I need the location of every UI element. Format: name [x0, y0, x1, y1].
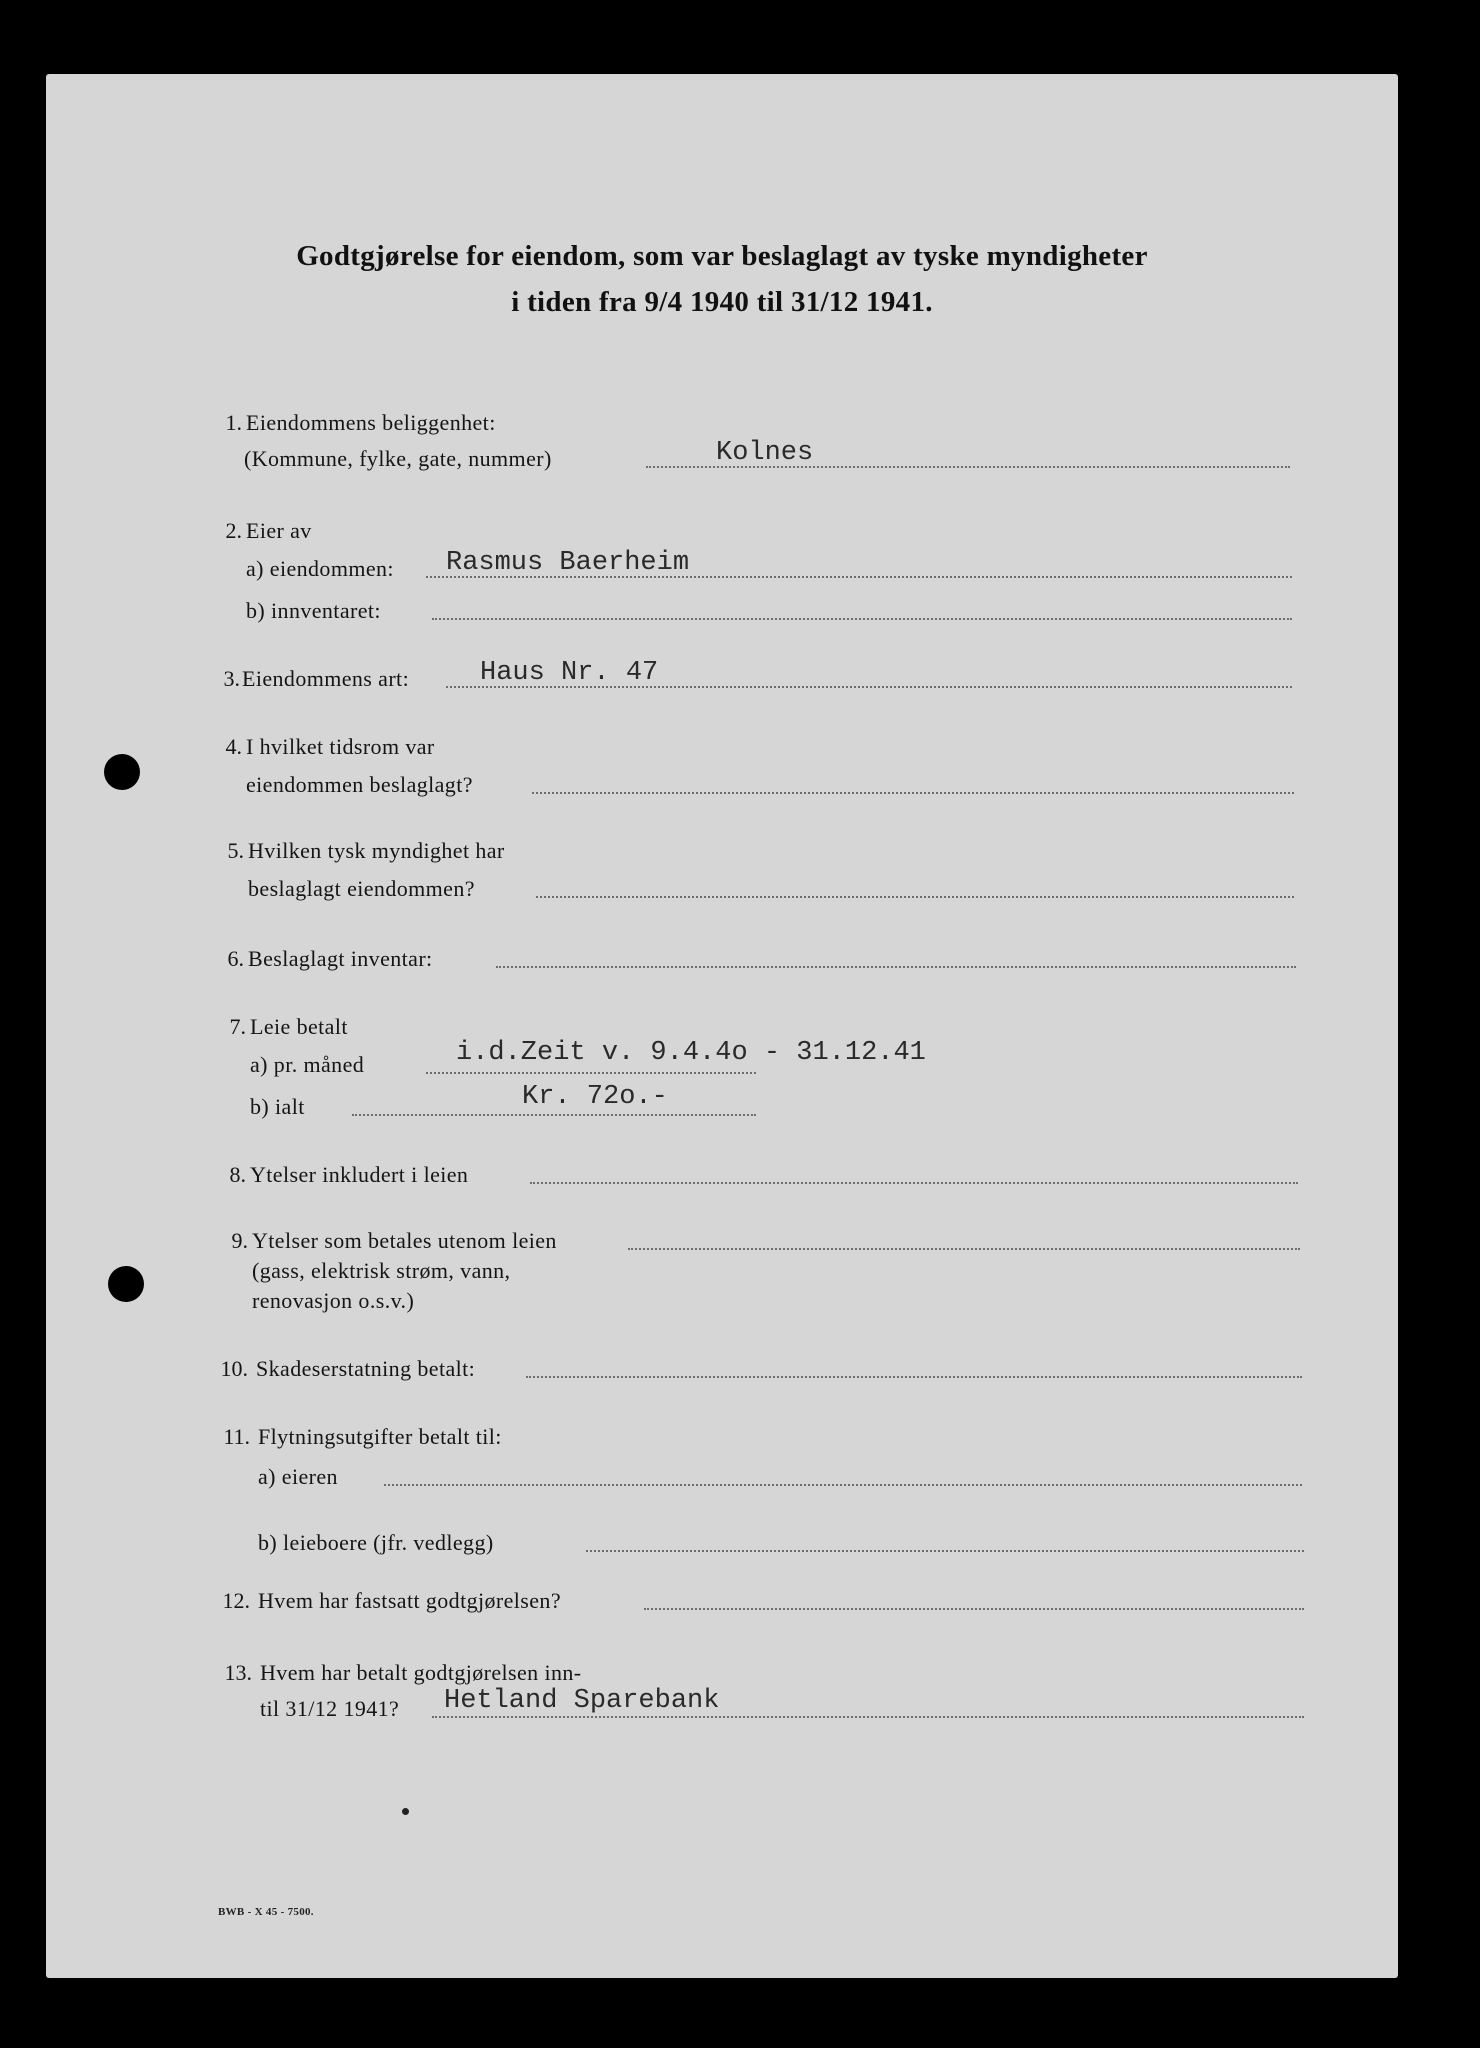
q9-label: Ytelser som betales utenom leien: [252, 1228, 557, 1253]
q13-number: 13.: [224, 1660, 252, 1685]
q7a-answer: i.d.Zeit v. 9.4.4o - 31.12.41: [456, 1038, 926, 1068]
q5-label-2: beslaglagt eiendommen?: [248, 876, 475, 901]
form-sheet: [46, 74, 1398, 1978]
q9-label-3: renovasjon o.s.v.): [252, 1288, 415, 1313]
q4-number: 4.: [225, 734, 242, 759]
q4-label: I hvilket tidsrom var: [246, 734, 435, 759]
q11b-answer-line: [586, 1550, 1304, 1552]
q13-label: Hvem har betalt godtgjørelsen inn-: [260, 1660, 582, 1685]
q1-label: Eiendommens beliggenhet:: [246, 410, 496, 435]
punch-hole-lower: [108, 1266, 144, 1302]
q10-number: 10.: [220, 1356, 248, 1381]
q13-answer: Hetland Sparebank: [444, 1686, 720, 1716]
q3-label: Eiendommens art:: [242, 666, 410, 691]
q6-number: 6.: [227, 946, 244, 971]
q1-number: 1.: [225, 410, 242, 435]
q3-answer: Haus Nr. 47: [480, 658, 659, 688]
q8-answer-line: [530, 1182, 1298, 1184]
q7a-answer-line: [426, 1072, 756, 1074]
q2b-label: b) innventaret:: [246, 598, 381, 623]
q11-number: 11.: [223, 1424, 250, 1449]
form-footer-code: BWB - X 45 - 7500.: [218, 1906, 314, 1918]
q13-answer-line: [432, 1716, 1304, 1718]
q11b-label: b) leieboere (jfr. vedlegg): [258, 1530, 494, 1555]
q13-label-2: til 31/12 1941?: [260, 1696, 400, 1721]
q10-label: Skadeserstatning betalt:: [256, 1356, 476, 1381]
q1-sublabel: (Kommune, fylke, gate, nummer): [244, 446, 552, 471]
q7-label: Leie betalt: [250, 1014, 348, 1039]
q10-answer-line: [526, 1376, 1302, 1378]
q2a-label: a) eiendommen:: [246, 556, 394, 581]
q7-number: 7.: [229, 1014, 246, 1039]
q12-answer-line: [644, 1608, 1304, 1610]
q8-label: Ytelser inkludert i leien: [250, 1162, 469, 1187]
q9-number: 9.: [231, 1228, 248, 1253]
q6-label: Beslaglagt inventar:: [248, 946, 433, 971]
q11a-answer-line: [384, 1484, 1302, 1486]
q12-number: 12.: [222, 1588, 250, 1613]
q5-answer-line: [536, 896, 1294, 898]
q9-label-2: (gass, elektrisk strøm, vann,: [252, 1258, 511, 1283]
q1-answer: Kolnes: [716, 438, 814, 468]
q7b-answer-line: [352, 1114, 756, 1116]
q6-answer-line: [496, 966, 1296, 968]
q7a-label: a) pr. måned: [250, 1052, 365, 1077]
form-title-line-1: Godtgjørelse for eiendom, som var beslaglagt av tyske myndigheter: [296, 240, 1148, 272]
q5-number: 5.: [227, 838, 244, 863]
q9-answer-line: [628, 1248, 1300, 1250]
q12-label: Hvem har fastsatt godtgjørelsen?: [258, 1588, 561, 1613]
q5-label: Hvilken tysk myndighet har: [248, 838, 505, 863]
ink-speck: [402, 1808, 409, 1815]
q7b-answer: Kr. 72o.-: [522, 1082, 668, 1112]
q4-answer-line: [532, 792, 1294, 794]
q11-label: Flytningsutgifter betalt til:: [258, 1424, 502, 1449]
q8-number: 8.: [229, 1162, 246, 1187]
q2a-answer: Rasmus Baerheim: [446, 548, 690, 578]
form-title-line-2: i tiden fra 9/4 1940 til 31/12 1941.: [511, 286, 933, 318]
q4-label-2: eiendommen beslaglagt?: [246, 772, 473, 797]
q7b-label: b) ialt: [250, 1094, 305, 1119]
q2-label: Eier av: [246, 518, 312, 543]
q2-number: 2.: [225, 518, 242, 543]
q11a-label: a) eieren: [258, 1464, 338, 1489]
q2b-answer-line: [432, 618, 1292, 620]
q3-number: 3.: [223, 666, 240, 691]
punch-hole-upper: [104, 754, 140, 790]
